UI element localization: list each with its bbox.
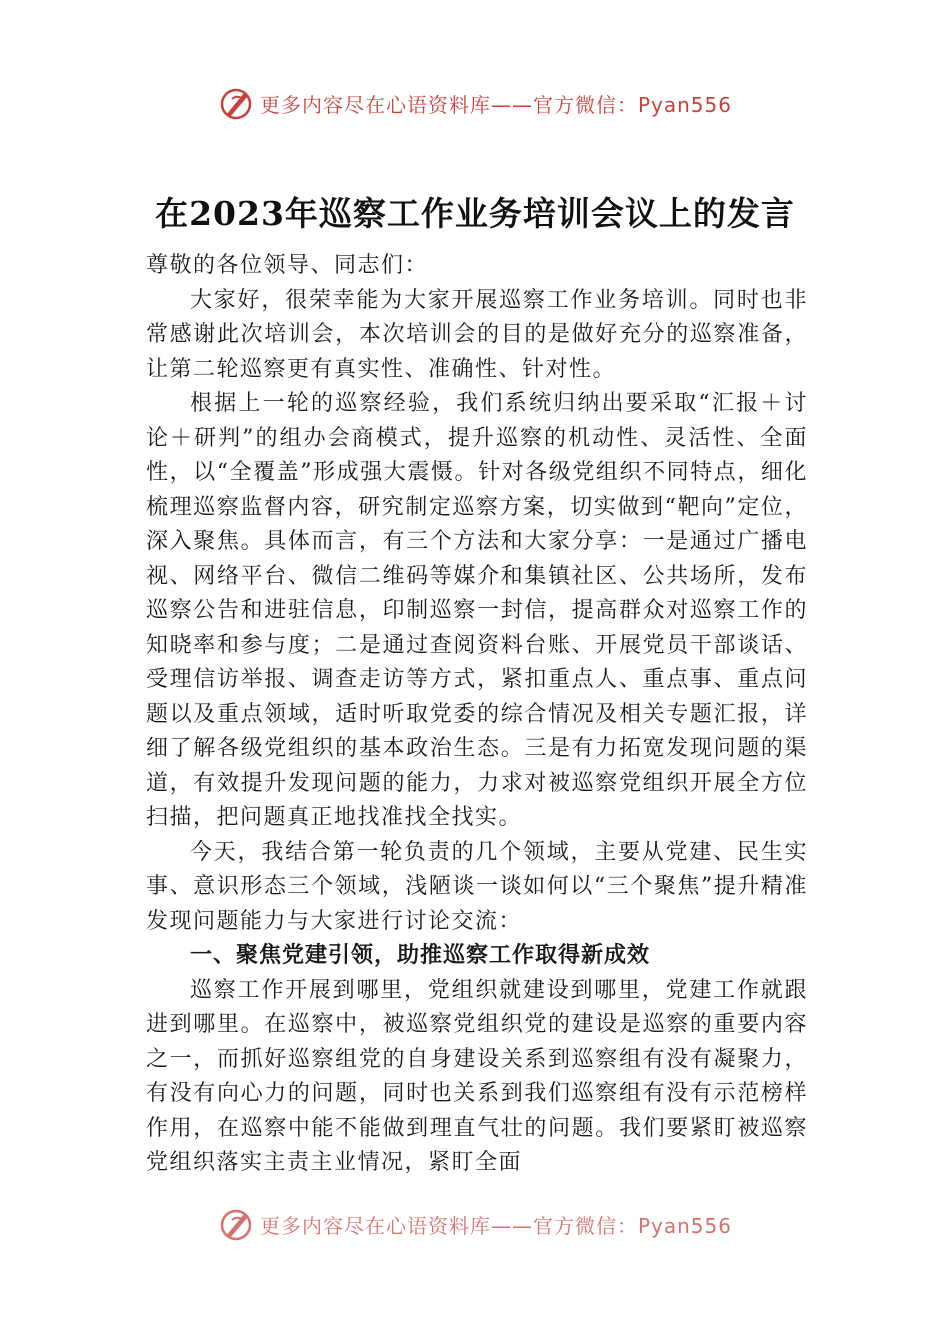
paragraph-1: 大家好，很荣幸能为大家开展巡察工作业务培训。同时也非常感谢此次培训会，本次培训会的目的是做好充分的巡察准备，让第二轮巡察更有真实性、准确性、针对性。	[146, 287, 808, 382]
document-title: 在2023年巡察工作业务培训会议上的发言	[155, 194, 795, 233]
pen-logo-icon	[218, 1206, 254, 1242]
pen-logo-icon	[218, 85, 254, 121]
paragraph-2: 根据上一轮的巡察经验，我们系统归纳出要采取“汇报＋讨论＋研判”的组办会商模式，提升巡察的机动性、灵活性、全面性，以“全覆盖”形成强大震慑。针对各级党组织不同特点，细化梳理巡察监督内容，研究制定巡察方案，切实做到“靶向”定位，深入聚焦。具体而言，有三个方法和大家分享：一是通过广播电视、网络平台、微信二维码等媒介和集镇社区、公共场所，发布巡察公告和进驻信息，印制巡察一封信，提高群众对巡察工作的知晓率和参与度；二是通过查阅资料台账、开展党员干部谈话、受理信访举报、调查走访等方式，紧扣重点人、重点事、重点问题以及重点领域，适时听取党委的综合情况及相关专题汇报，详细了解各级党组织的基本政治生态。三是有力拓宽发现问题的渠道，有效提升发现问题的能力，力求对被巡察党组织开展全方位扫描，把问题真正地找准找全找实。	[146, 391, 808, 830]
watermark-text: 更多内容尽在心语资料库——官方微信：Pyan556	[259, 92, 732, 117]
document-body	[146, 249, 808, 1181]
section-heading-1: 一、聚焦党建引领，助推巡察工作取得新成效	[190, 943, 651, 968]
watermark-banner-bottom	[0, 1206, 950, 1242]
paragraph-3: 今天，我结合第一轮负责的几个领域，主要从党建、民生实事、意识形态三个领域，浅陋谈一谈如何以“三个聚焦”提升精准发现问题能力与大家进行讨论交流：	[146, 839, 808, 934]
salutation: 尊敬的各位领导、同志们：	[146, 253, 429, 278]
watermark-text: 更多内容尽在心语资料库——官方微信：Pyan556	[259, 1213, 732, 1238]
watermark-banner-top	[0, 84, 950, 122]
section-1-paragraph: 巡察工作开展到哪里，党组织就建设到哪里，党建工作就跟进到哪里。在巡察中，被巡察党组织党的建设是巡察的重要内容之一，而抓好巡察组党的自身建设关系到巡察组有没有凝聚力，有没有向心力的问题，同时也关系到我们巡察组有没有示范榜样作用，在巡察中能不能做到理直气壮的问题。我们要紧盯被巡察党组织落实主责主业情况，紧盯全面	[146, 977, 808, 1175]
